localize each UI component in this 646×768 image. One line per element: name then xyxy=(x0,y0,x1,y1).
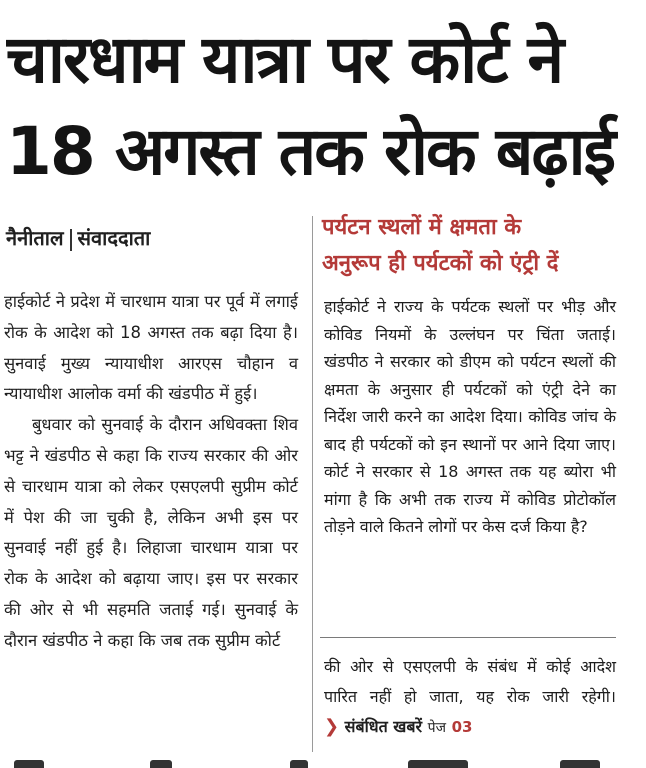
sidebar-heading-line-1: पर्यटन स्थलों में क्षमता के xyxy=(322,215,522,240)
byline-reporter: संवाददाता xyxy=(77,226,151,250)
left-paragraph-1: हाईकोर्ट ने प्रदेश में चारधाम यात्रा पर पूर्व में लगाई रोक के आदेश को 18 अगस्त तक बढ़ा दिया है। सुनवाई मुख्य न्यायाधीश आरएस चौहान व न्यायाधीश आलोक वर्मा की खंडपीठ में हुई। xyxy=(4,292,298,404)
continuation-text: की ओर से एसएलपी के संबंध में कोई आदेश पारित नहीं हो जाता, यह रोक जारी रहेगी। xyxy=(324,657,616,706)
page-number: 03 xyxy=(451,718,473,736)
related-news-link[interactable] xyxy=(324,717,472,736)
sidebar-heading-line-2: अनुरूप ही पर्यटकों को एंट्री दें xyxy=(322,251,559,276)
sidebar-bottom-rule xyxy=(320,637,616,638)
byline-separator xyxy=(70,229,72,251)
byline xyxy=(6,224,150,251)
sidebar-body xyxy=(324,293,616,541)
headline-line-2: 18 अगस्त तक रोक बढ़ाई xyxy=(6,113,615,190)
left-column xyxy=(4,287,298,657)
next-article-edge xyxy=(0,754,646,768)
column-divider xyxy=(312,216,313,752)
glyph-fragment xyxy=(290,760,308,768)
headline-line-1: चारधाम यात्रा पर कोर्ट ने xyxy=(6,21,563,98)
glyph-fragment xyxy=(14,760,44,768)
glyph-fragment xyxy=(150,760,172,768)
left-paragraph-2: बुधवार को सुनवाई के दौरान अधिवक्ता शिव भट्ट ने खंडपीठ से कहा कि राज्य सरकार की ओर से चारधाम यात्रा को लेकर एसएलपी सुप्रीम कोर्ट में पेश की जा चुकी है, लेकिन अभी इस पर सुनवाई नहीं हुई है। लिहाजा चारधाम यात्रा पर रोक के आदेश को बढ़ाया जाए। इस पर सरकार की ओर से भी सहमति जताई गई। सुनवाई के दौरान खंडपीठ ने कहा कि जब तक सुप्रीम कोर्ट xyxy=(4,415,298,650)
glyph-fragment xyxy=(408,760,468,768)
sidebar-heading xyxy=(322,210,642,282)
byline-place: नैनीताल xyxy=(6,226,64,250)
sidebar-body-text: हाईकोर्ट ने राज्य के पर्यटक स्थलों पर भीड़ और कोविड नियमों के उल्लंघन पर चिंता जताई। खंडपीठ ने सरकार को डीएम को पर्यटन स्थलों की क्षमता के अनुसार ही पर्यटकों को एंट्री देने का निर्देश जारी करने का आदेश दिया। कोविड जांच के बाद ही पर्यटकों को इन स्थानों पर आने दिया जाए। कोर्ट ने सरकार से 18 अगस्त तक यह ब्योरा भी मांगा है कि अभी तक राज्य में कोविड प्रोटोकॉल तोड़ने वाले कितने लोगों पर केस दर्ज किया है? xyxy=(324,297,616,536)
continuation-block xyxy=(324,652,616,743)
chevron-right-icon: ❯ xyxy=(324,716,340,737)
glyph-fragment xyxy=(560,760,600,768)
headline xyxy=(6,14,640,198)
related-news-label: संबंधित खबरें xyxy=(344,717,423,736)
page-label: पेज xyxy=(427,720,446,736)
